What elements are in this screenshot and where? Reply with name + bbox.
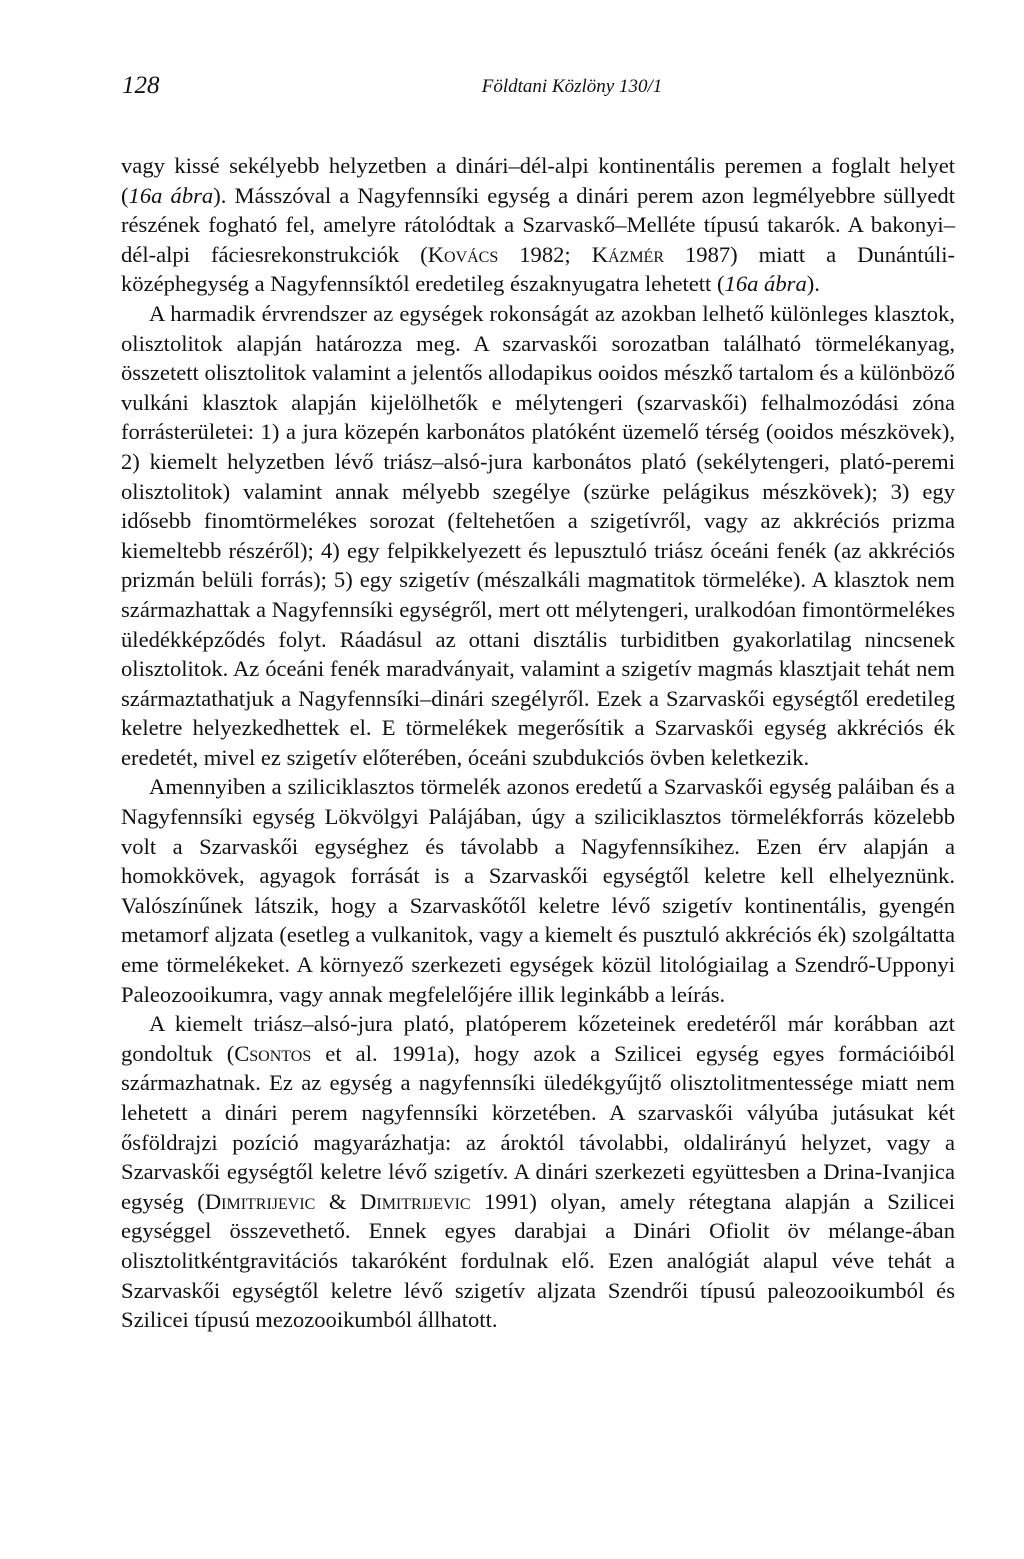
paragraph-1 — [121, 151, 955, 299]
journal-title: Földtani Közlöny 130/1 — [481, 76, 663, 97]
text-segment: vagy kissé sekélyebb helyzetben a dinári–dél-alpi kontinentális peremen a foglalt helyet ( — [121, 153, 955, 208]
text-segment: 16a ábra — [724, 271, 807, 297]
text-segment: et al. 1991a), hogy azok a Szilicei egység egyes formációiból származhatnak. Ez az egység a nagyfennsíki üledékgyűjtő olisztolitmentessége miatt nem lehetett a dinári perem nagyfennsíki körzetében. A szarvaskői vályúba jutásukat két ősföldrajzi pozíció magyarázhatja: az ároktól távolabbi, oldalirányú helyzet, vagy a Szarvaskői egységtől keletre lévő szigetív. A dinári szerkezeti együttesben a Drina-Ivanjica egység ( — [121, 1040, 955, 1214]
text-segment: Kovács — [427, 241, 499, 267]
paragraph-4 — [121, 1009, 955, 1335]
text-segment: Dimitrijevic — [204, 1188, 316, 1214]
text-segment: A kiemelt triász–alsó-jura plató, platóperem kőzeteinek eredetéről már korábban azt gondoltuk ( — [121, 1011, 955, 1066]
page-header — [122, 72, 962, 112]
paragraph-2 — [121, 299, 955, 773]
body-text — [121, 151, 955, 1335]
text-segment: Kázmér — [591, 241, 665, 267]
text-segment: Csontos — [234, 1040, 312, 1066]
text-segment: 1991) olyan, amely rétegtana alapján a Szilicei egységgel összevethető. Ennek egyes darabjai a Dinári Ofiolit öv mélange-ában olisztolitkéntgravitációs takaróként fordulnak elő. Ezen analógiát alapul véve tehát a Szarvaskői egységtől keletre lévő szigetív aljzata Szendrői típusú paleozooikumból és Szilicei típusú mezozooikumból állhatott. — [121, 1188, 956, 1333]
paragraph-3 — [121, 772, 955, 1009]
text-segment: ). — [806, 271, 820, 297]
page-number: 128 — [122, 72, 160, 99]
text-segment: & — [315, 1188, 361, 1214]
text-segment: A harmadik érvrendszer az egységek rokonságát az azokban lelhető különleges klasztok, olisztolitok alapján határozza meg. A szarvaskői sorozatban található törmelékanyag, összetett olisztolitok valamint a jelentős allodapikus ooidos mészkő tartalom és a különböző vulkáni klasztok alapján kijelölhetők e mélytengeri (szarvaskői) felhalmozódási zóna forrásterületei: 1) a jura közepén karbonátos platóként üzemelő térség (ooidos mészkövek), 2) kiemelt helyzetben lévő triász–alsó-jura karbonátos plató (sekélytengeri, plató-peremi olisztolitok) valamint annak mélyebb szegélye (szürke pelágikus mészkövek); 3) egy idősebb finomtörmelékes sorozat (feltehetően a szigetívről, vagy az akkréciós prizma kiemeltebb részéről); 4) egy felpikkelyezett és lepusztuló triász óceáni fenék (az akkréciós prizmán belüli forrás); 5) egy szigetív (mészalkáli magmatitok törmeléke). A klasztok nem származhattak a Nagyfennsíki egységről, mert ott mélytengeri, uralkodóan fimontörmelékes üledékképződés folyt. Ráadásul az ottani disztális turbiditben gyakorlatilag nincsenek olisztolitok. Az óceáni fenék maradványait, valamint a szigetív magmás klasztjait tehát nem származtathatjuk a Nagyfennsíki–dinári szegélyről. Ezek a Szarvaskői egységtől eredetileg keletre helyezkedhettek el. E törmelékek megerősítik a Szarvaskői egység akkréciós ék eredetét, mivel ez szigetív előterében, óceáni szubdukciós övben keletkezik. — [121, 300, 955, 770]
text-segment: ). Másszóval a Nagyfennsíki egység a dinári perem azon legmélyebbre süllyedt részének fogható fel, amelyre rátolódtak a Szarvaskő–Melléte típusú takarók. A bakonyi–dél-alpi fáciesrekonstrukciók ( — [121, 182, 956, 267]
text-segment: 1982; — [498, 241, 592, 267]
text-segment: 16a ábra — [128, 182, 214, 208]
text-segment: Amennyiben a sziliciklasztos törmelék azonos eredetű a Szarvaskői egység paláiban és a Nagyfennsíki egység Lökvölgyi Palájában, úgy a sziliciklasztos törmelékforrás közelebb volt a Szarvaskői egységhez és távolabb a Nagyfennsíkihez. Ezen érv alapján a homokkövek, agyagok forrását is a Szarvaskői egységtől keletre kell elhelyeznünk. Valószínűnek látszik, hogy a Szarvaskőtől keletre lévő szigetív kontinentális, gyengén metamorf aljzata (esetleg a vulkanitok, vagy a kiemelt és pusztuló akkréciós ék) szolgáltatta eme törmelékeket. A környező szerkezeti egységek közül litológiailag a Szendrő-Upponyi Paleozooikumra, vagy annak megfelelőjére illik leginkább a leírás. — [121, 774, 955, 1007]
text-segment: 1987) miatt a Dunántúli-középhegység a Nagyfennsíktól eredetileg északnyugatra lehetett ( — [121, 241, 955, 297]
text-segment: Dimitrijevic — [360, 1188, 471, 1214]
